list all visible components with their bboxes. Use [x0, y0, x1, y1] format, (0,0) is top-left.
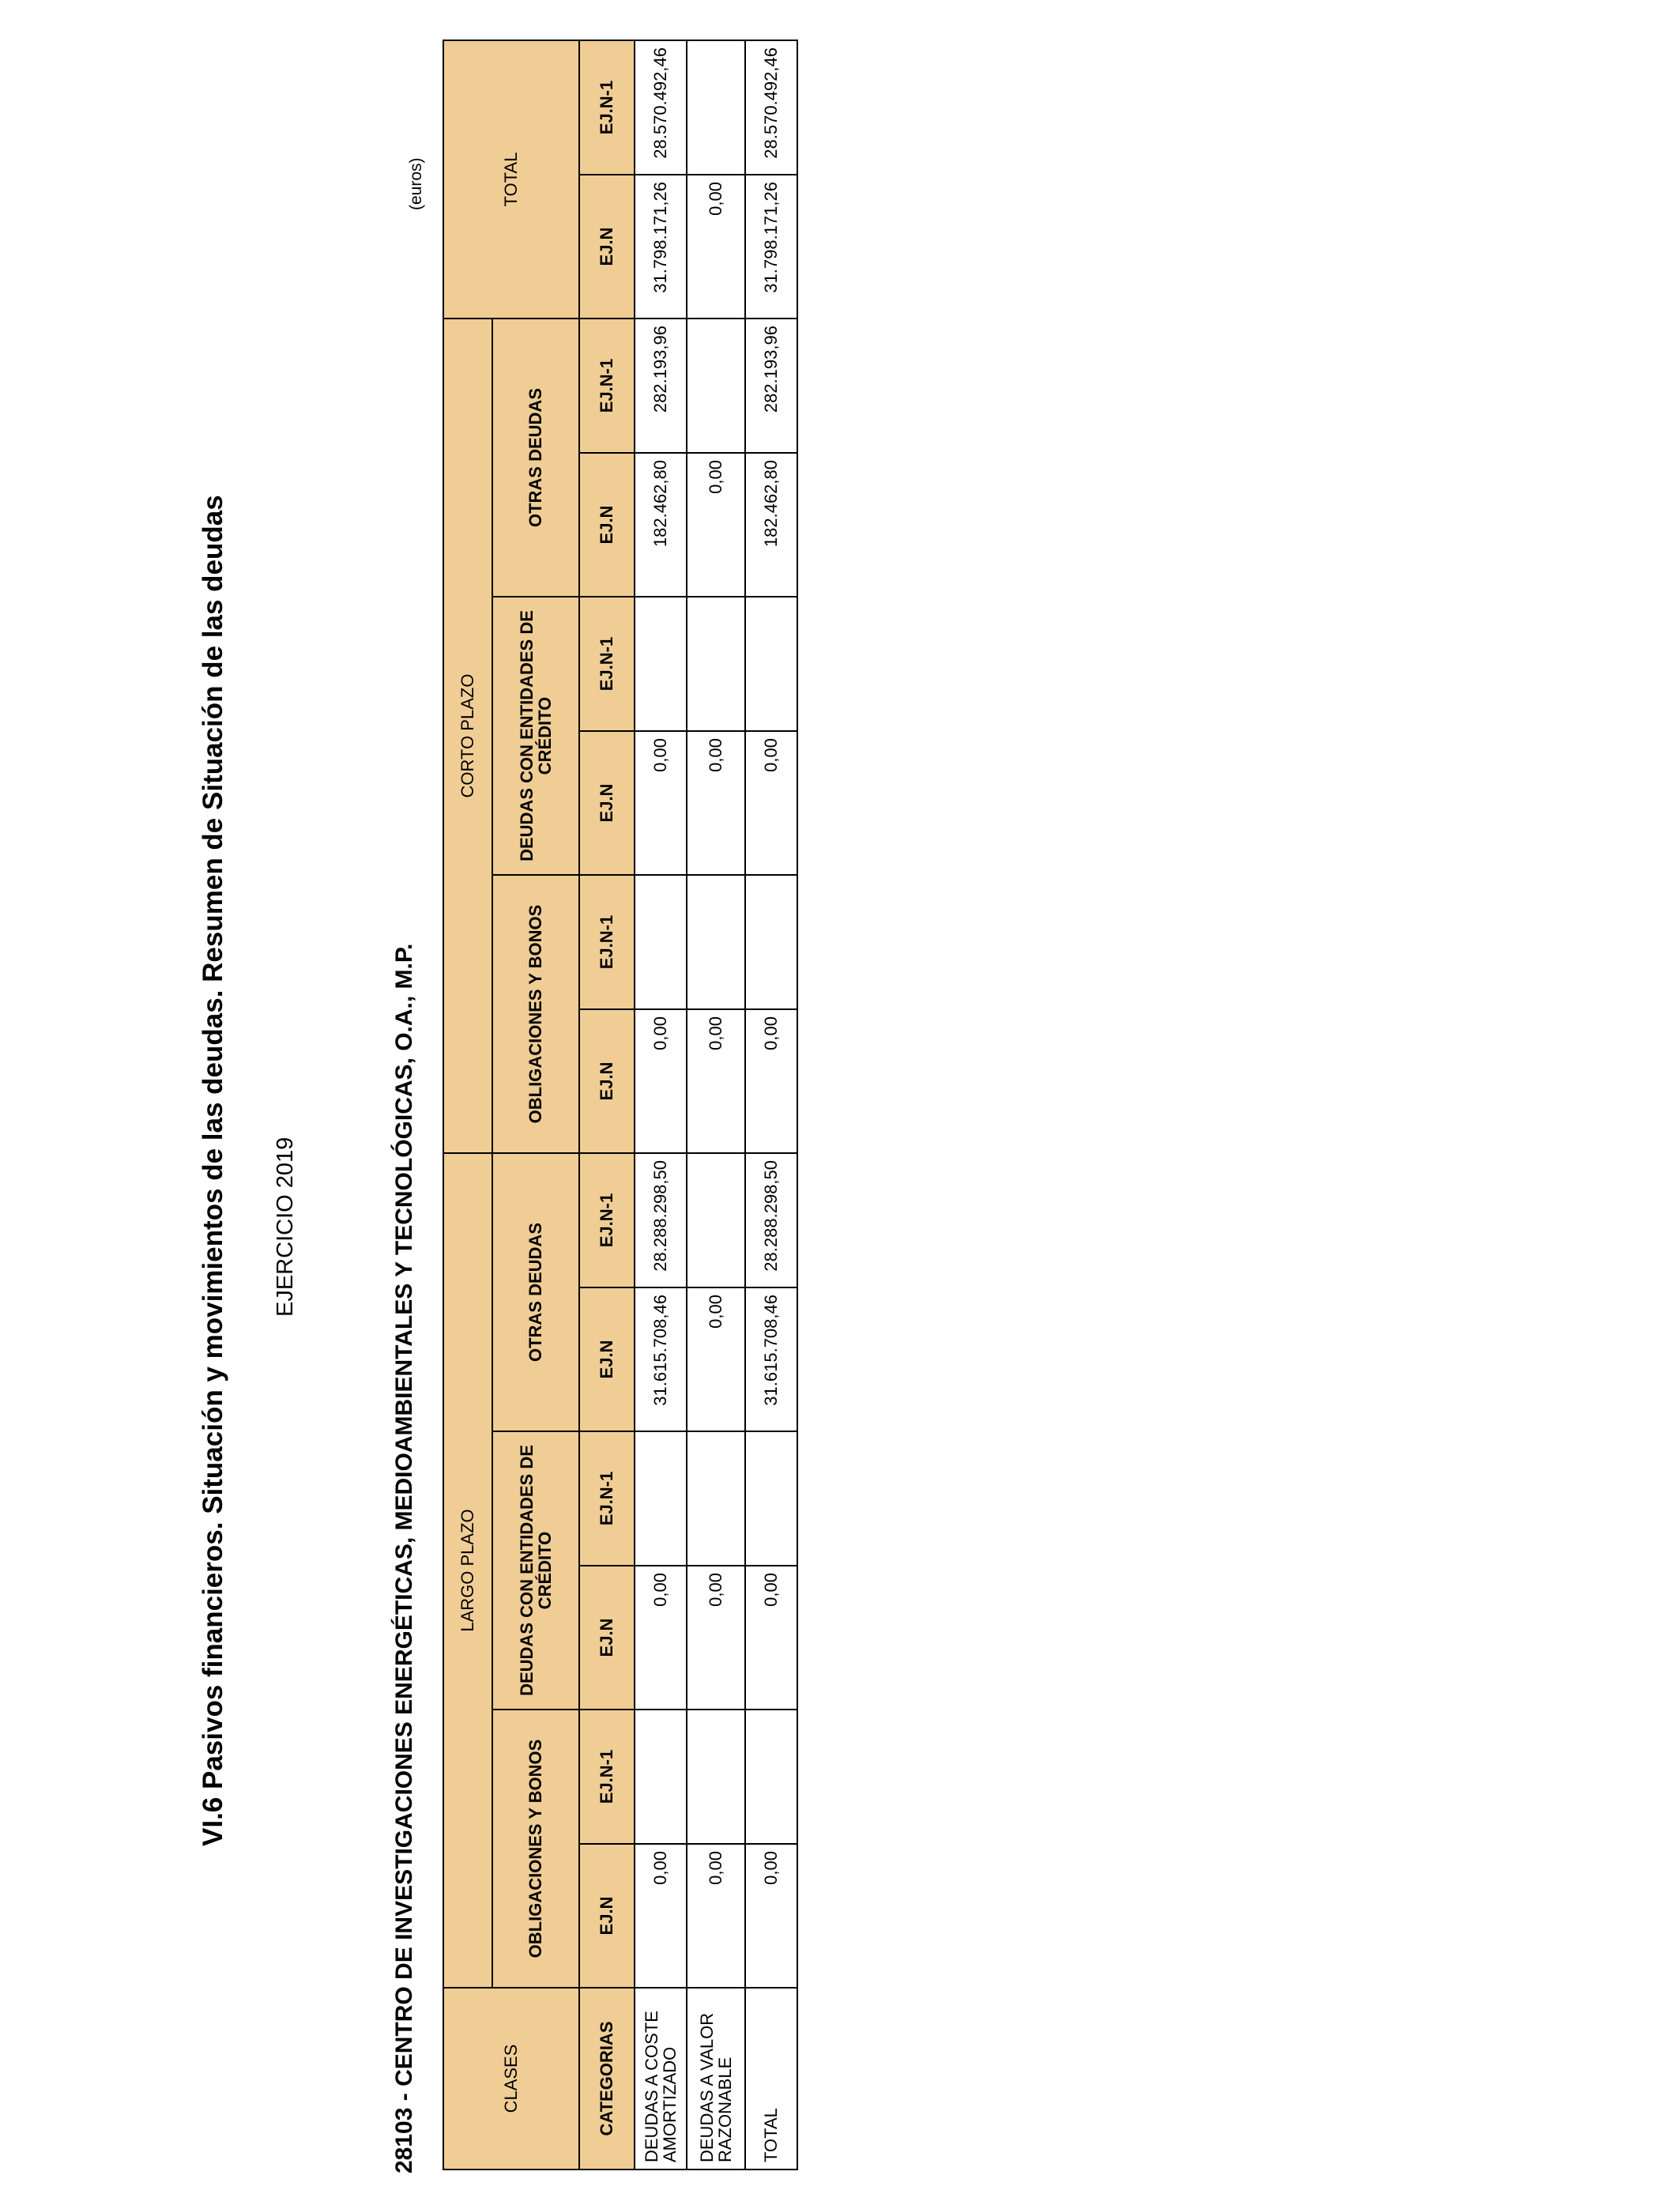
header-ej-n1: EJ.N-1 [579, 40, 635, 175]
header-cp-deudas-entidades: DEUDAS CON ENTIDADES DE CRÉDITO [492, 597, 579, 875]
value-cell: 0,00 [745, 731, 797, 875]
header-largo-plazo: LARGO PLAZO [443, 1153, 492, 1988]
value-cell: 0,00 [635, 731, 687, 875]
header-ej-n: EJ.N [579, 1566, 635, 1710]
page-title: VI.6 Pasivos financieros. Situación y movimientos de las deudas. Resumen de Situación de las deudas [198, 495, 228, 1846]
header-ej-n: EJ.N [579, 731, 635, 875]
value-cell [745, 1710, 797, 1844]
value-cell [635, 875, 687, 1009]
header-ej-n1: EJ.N-1 [579, 597, 635, 731]
value-cell [687, 597, 745, 731]
header-lp-obligaciones: OBLIGACIONES Y BONOS [492, 1710, 579, 1988]
value-cell [635, 597, 687, 731]
value-cell: 0,00 [687, 1844, 745, 1988]
value-cell: 0,00 [745, 1009, 797, 1153]
value-cell: 0,00 [687, 453, 745, 597]
header-lp-otras-deudas: OTRAS DEUDAS [492, 1153, 579, 1431]
row-label: DEUDAS A VALOR RAZONABLE [687, 1988, 745, 2169]
value-cell: 0,00 [687, 1566, 745, 1710]
header-categorias: CATEGORIAS [579, 1988, 635, 2169]
table-row [635, 40, 687, 2169]
value-cell: 31.798.171,26 [635, 175, 687, 319]
header-lp-deudas-entidades: DEUDAS CON ENTIDADES DE CRÉDITO [492, 1431, 579, 1710]
value-cell: 31.615.708,46 [745, 1287, 797, 1431]
value-cell: 31.798.171,26 [745, 175, 797, 319]
value-cell [687, 875, 745, 1009]
header-total: TOTAL [443, 40, 579, 319]
fiscal-year: EJERCICIO 2019 [273, 1137, 298, 1317]
value-cell: 0,00 [687, 1009, 745, 1153]
table-row [687, 40, 745, 2169]
value-cell: 182.462,80 [745, 453, 797, 597]
value-cell: 31.615.708,46 [635, 1287, 687, 1431]
header-ej-n1: EJ.N-1 [579, 875, 635, 1009]
debt-summary-table [443, 40, 798, 2170]
value-cell [635, 1710, 687, 1844]
value-cell: 282.193,96 [635, 319, 687, 453]
value-cell [687, 1153, 745, 1287]
header-cp-otras-deudas: OTRAS DEUDAS [492, 319, 579, 597]
value-cell: 0,00 [745, 1566, 797, 1710]
value-cell [745, 875, 797, 1009]
value-cell: 182.462,80 [635, 453, 687, 597]
value-cell: 28.288.298,50 [635, 1153, 687, 1287]
value-cell: 0,00 [687, 731, 745, 875]
entity-name: 28103 - CENTRO DE INVESTIGACIONES ENERGÉTICAS, MEDIOAMBIENTALES Y TECNOLÓGICAS, O.A., M.P. [391, 943, 417, 2173]
header-ej-n1: EJ.N-1 [579, 1431, 635, 1566]
value-cell [635, 1431, 687, 1566]
header-clases: CLASES [443, 1988, 579, 2169]
value-cell: 0,00 [635, 1009, 687, 1153]
header-ej-n: EJ.N [579, 1287, 635, 1431]
value-cell: 28.570.492,46 [635, 40, 687, 175]
row-label: TOTAL [745, 1988, 797, 2169]
header-ej-n: EJ.N [579, 1009, 635, 1153]
header-corto-plazo: CORTO PLAZO [443, 319, 492, 1153]
value-cell: 0,00 [687, 1287, 745, 1431]
currency-unit: (euros) [407, 157, 425, 210]
header-ej-n1: EJ.N-1 [579, 1710, 635, 1844]
value-cell [745, 597, 797, 731]
value-cell [745, 1431, 797, 1566]
value-cell: 0,00 [635, 1844, 687, 1988]
header-ej-n1: EJ.N-1 [579, 1153, 635, 1287]
value-cell: 28.570.492,46 [745, 40, 797, 175]
value-cell: 0,00 [745, 1844, 797, 1988]
header-ej-n: EJ.N [579, 1844, 635, 1988]
table-row [745, 40, 797, 2169]
value-cell: 28.288.298,50 [745, 1153, 797, 1287]
value-cell [687, 319, 745, 453]
row-label: DEUDAS A COSTE AMORTIZADO [635, 1988, 687, 2169]
value-cell: 0,00 [635, 1566, 687, 1710]
value-cell [687, 1710, 745, 1844]
value-cell: 0,00 [687, 175, 745, 319]
value-cell [687, 40, 745, 175]
header-ej-n: EJ.N [579, 453, 635, 597]
header-ej-n: EJ.N [579, 175, 635, 319]
header-ej-n1: EJ.N-1 [579, 319, 635, 453]
value-cell: 282.193,96 [745, 319, 797, 453]
header-cp-obligaciones: OBLIGACIONES Y BONOS [492, 875, 579, 1153]
value-cell [687, 1431, 745, 1566]
